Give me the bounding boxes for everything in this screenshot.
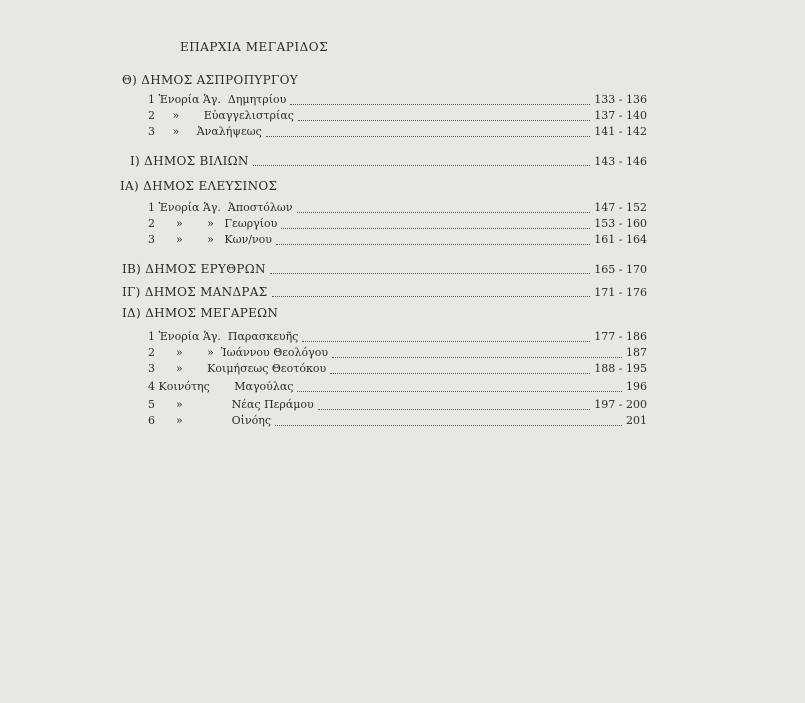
toc-row-label: 1 Ἐνορία Ἁγ. Δημητρίου — [148, 93, 287, 106]
leader-dots — [297, 204, 591, 213]
toc-row — [148, 109, 647, 124]
toc-row — [148, 330, 647, 345]
toc-section-row — [130, 154, 647, 169]
leader-dots — [272, 288, 591, 297]
section-title-megara: ΙΔ) ΔΗΜΟΣ ΜΕΓΑΡΕΩΝ — [122, 306, 279, 320]
toc-row — [148, 398, 647, 413]
toc-row-pages: 141 - 142 — [594, 125, 647, 138]
toc-row — [148, 93, 647, 108]
section-title-aspropyrgos: Θ) ΔΗΜΟΣ ΑΣΠΡΟΠΥΡΓΟΥ — [122, 73, 298, 87]
toc-row-label: 2 » » Ἰωάννου Θεολόγου — [148, 346, 329, 359]
toc-row-pages: 133 - 136 — [594, 93, 647, 106]
toc-row-label: 3 » Κοιμήσεως Θεοτόκου — [148, 362, 327, 375]
toc-row-pages: 161 - 164 — [594, 233, 647, 246]
leader-dots — [330, 365, 590, 374]
section-title-elefsina: ΙΑ) ΔΗΜΟΣ ΕΛΕΥΣΙΝΟΣ — [120, 179, 278, 193]
toc-row-label: 1 Ἐνορία Ἁγ. Παρασκευῆς — [148, 330, 299, 343]
toc-row-pages: 187 — [626, 346, 647, 359]
toc-row-label: 5 » Νέας Περάμου — [148, 398, 314, 411]
leader-dots — [298, 112, 590, 121]
toc-row-label: 2 » » Γεωργίου — [148, 217, 278, 230]
toc-row-label: 3 » Ἀναλήψεως — [148, 125, 262, 138]
toc-row-pages: 165 - 170 — [594, 263, 647, 276]
toc-row-label: 4 Κοινότης Μαγούλας — [148, 380, 294, 393]
toc-row-label: 2 » Εὐαγγελιστρίας — [148, 109, 294, 122]
leader-dots — [297, 383, 622, 392]
toc-row — [148, 201, 647, 216]
page-heading: ΕΠΑΡΧΙΑ ΜΕΓΑΡΙΔΟΣ — [180, 40, 329, 54]
toc-row-pages: 201 — [626, 414, 647, 427]
section-title-erythres: ΙΒ) ΔΗΜΟΣ ΕΡΥΘΡΩΝ — [122, 262, 266, 276]
leader-dots — [276, 236, 590, 245]
toc-row-pages: 137 - 140 — [594, 109, 647, 122]
toc-row-pages: 177 - 186 — [594, 330, 647, 343]
toc-row-label: 6 » Οἰνόης — [148, 414, 272, 427]
toc-row — [148, 217, 647, 232]
leader-dots — [270, 265, 590, 274]
leader-dots — [281, 220, 590, 229]
toc-section-row — [122, 262, 647, 277]
leader-dots — [302, 333, 590, 342]
leader-dots — [253, 157, 591, 166]
toc-row — [148, 346, 647, 361]
toc-section-row — [122, 285, 647, 300]
section-title-mandra: ΙΓ) ΔΗΜΟΣ ΜΑΝΔΡΑΣ — [122, 285, 268, 299]
toc-row-label: 3 » » Κων/νου — [148, 233, 272, 246]
toc-row-pages: 147 - 152 — [594, 201, 647, 214]
toc-row-pages: 196 — [626, 380, 647, 393]
leader-dots — [332, 349, 622, 358]
leader-dots — [290, 96, 590, 105]
toc-row-pages: 153 - 160 — [594, 217, 647, 230]
toc-row-pages: 188 - 195 — [594, 362, 647, 375]
toc-row — [148, 125, 647, 140]
toc-row-pages: 143 - 146 — [594, 155, 647, 168]
toc-row-pages: 171 - 176 — [594, 286, 647, 299]
leader-dots — [275, 417, 622, 426]
toc-row — [148, 380, 647, 395]
toc-row — [148, 414, 647, 429]
toc-row-pages: 197 - 200 — [594, 398, 647, 411]
leader-dots — [318, 401, 591, 410]
section-title-vilia: Ι) ΔΗΜΟΣ ΒΙΛΙΩΝ — [130, 154, 249, 168]
leader-dots — [266, 128, 591, 137]
toc-row-label: 1 Ἐνορία Ἁγ. Ἀποστόλων — [148, 201, 293, 214]
toc-row — [148, 233, 647, 248]
toc-row — [148, 362, 647, 377]
